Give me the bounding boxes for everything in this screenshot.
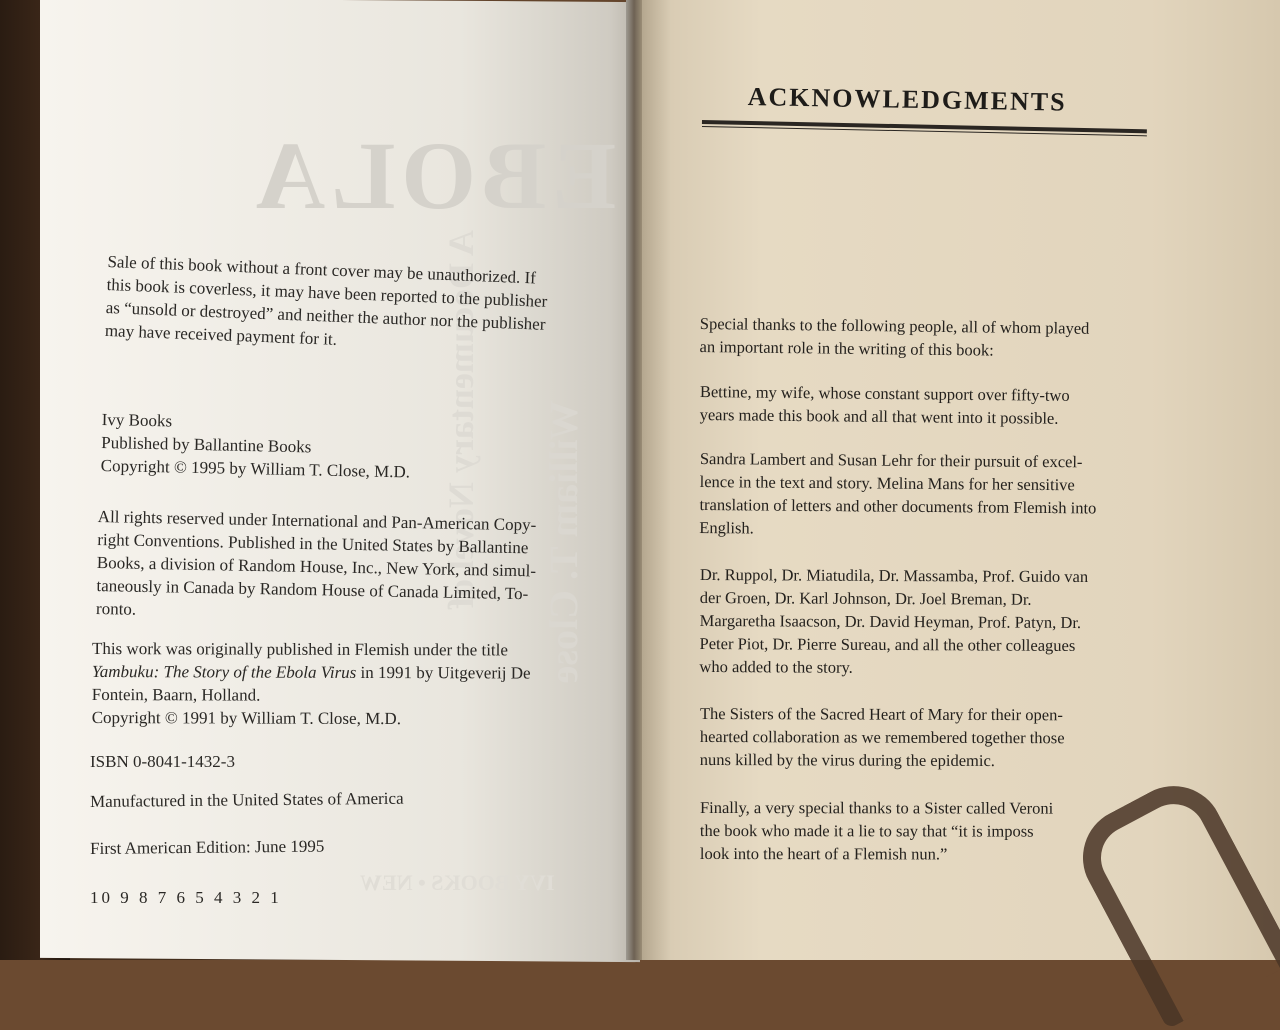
imprint-block [101,408,602,487]
page-title: ACKNOWLEDGMENTS [747,82,1067,117]
ack-paragraph [700,380,1160,431]
edition-line: First American Edition: June 1995 [90,836,325,858]
book-gutter [626,0,642,960]
print-line: 10 9 8 7 6 5 4 3 2 1 [90,888,282,907]
original-publication-text [92,637,612,731]
original-pub-title: Yambuku: The Story of the Ebola Virus [91,661,357,682]
ack-paragraph-text: The Sisters of the Sacred Heart of Mary for their open- hearted collaboration as we remembered together those nuns killed by the virus during the epidemic. [699,704,1065,771]
manufactured-line: Manufactured in the United States of America [90,788,404,811]
ack-paragraph-text: Dr. Ruppol, Dr. Miatudila, Dr. Massamba, Prof. Guido van der Groen, Dr. Karl Johnson, Dr. Joel Breman, Dr. Margaretha Isaacson, Dr. David Heyman, Prof. Patyn, Dr. Peter Piot, Dr. Pierre Sureau, and all the other colleagues who added to the story. [699,565,1089,677]
ack-paragraph-text: Special thanks to the following people, all of whom played an important role in the writing of this book: [699,313,1090,360]
rights-block [96,505,613,630]
ack-paragraph [699,563,1160,680]
show-through-subtitle: A Documentary Novel of [441,230,481,609]
sale-notice [104,250,617,362]
ack-paragraph-text: Finally, a very special thanks to a Sister called Veroni the book who made it a lie to say that “it is imposs look into the heart of a Flemish nun.” [699,798,1054,864]
original-publication-block [92,637,612,731]
original-pub-pre: This work was originally published in Flemish under the title [91,639,508,660]
ack-paragraph [699,447,1160,543]
isbn: ISBN 0-8041-1432-3 [90,752,235,771]
original-pub-post: in 1991 by Uitgeverij De Fontein, Baarn, Holland. Copyright © 1991 by William T. Close, M.D. [91,662,531,729]
imprint-text: Ivy Books Published by Ballantine Books Copyright © 1995 by William T. Close, M.D. [100,409,411,482]
sale-notice-text: Sale of this book without a front cover may be unauthorized. If this book is coverless, it may have been reported to the publisher as “unsold or destroyed” and neither the author nor the publisher may have received payment for it. [104,251,548,349]
ack-paragraph [700,702,1160,773]
show-through-publisher: IVY BOOKS • NEW [360,870,555,895]
show-through-author: William T. Close [541,400,586,684]
show-through-title: EBOLA [250,122,617,229]
ack-paragraph-text: Sandra Lambert and Susan Lehr for their pursuit of excel- lence in the text and story. Melina Mans for her sensitive translation of letters and other documents from Flemish into English. [699,448,1097,538]
ack-paragraph-text: Bettine, my wife, whose constant support over fifty-two years made this book and all that went into it possible. [699,381,1070,428]
ack-paragraph [699,312,1160,364]
rights-text: All rights reserved under International and Pan-American Copy- right Conventions. Published in the United States by Ballantine Books, a division of Random House, Inc., New York, and simul- taneously in Canada by Random House of Canada Limited, To- ronto. [95,506,537,619]
